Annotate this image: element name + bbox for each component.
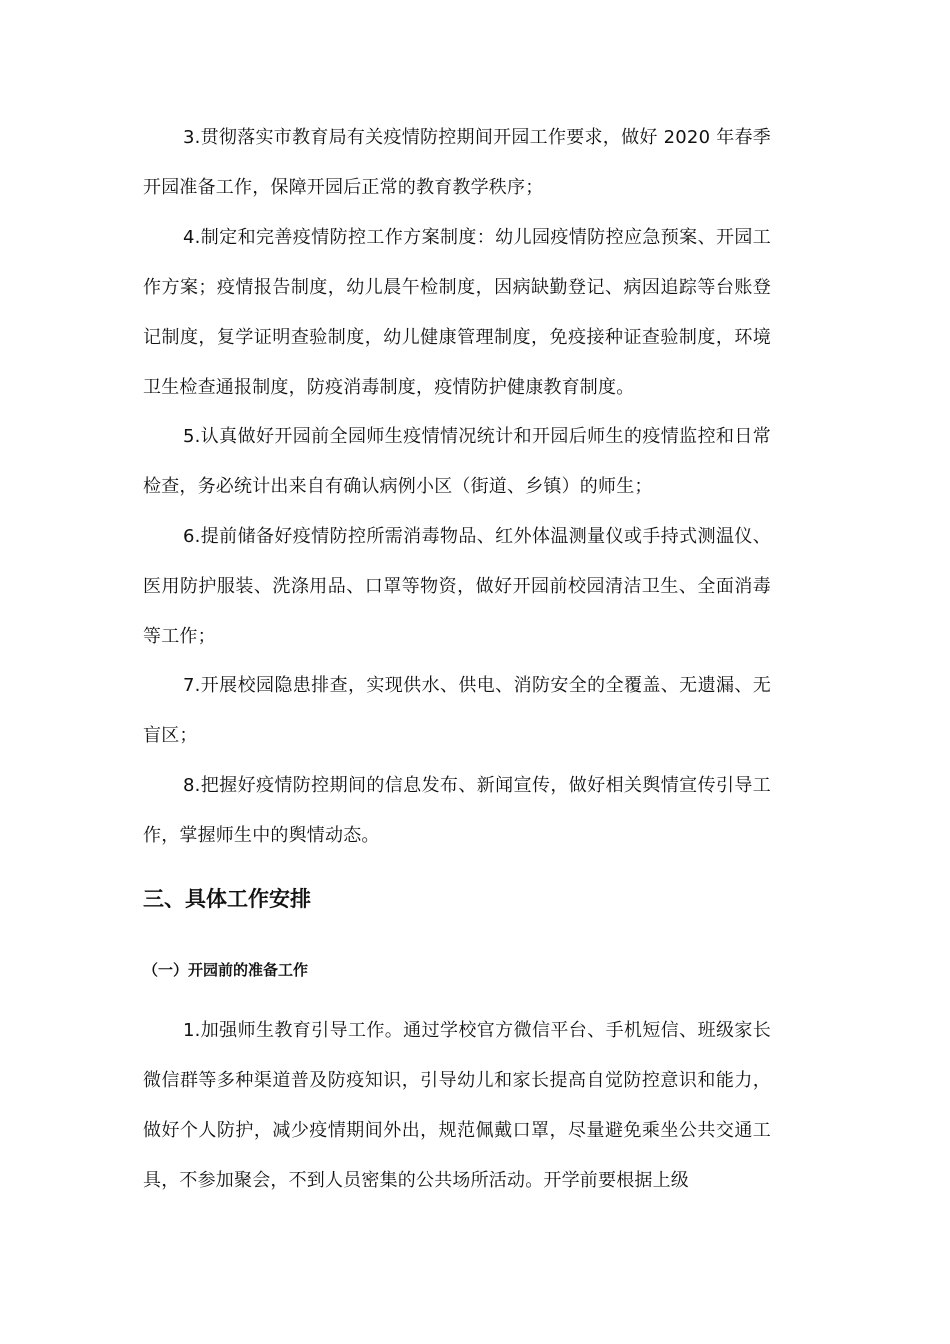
paragraph-item-8: 8.把握好疫情防控期间的信息发布、新闻宣传，做好相关舆情宣传引导工作，掌握师生中的舆情动态。 (143, 775, 771, 846)
paragraph-item-1: 1.加强师生教育引导工作。通过学校官方微信平台、手机短信、班级家长微信群等多种渠道普及防疫知识，引导幼儿和家长提高自觉防控意识和能力，做好个人防护，减少疫情期间外出，规范佩戴口罩，尽量避免乘坐公共交通工具，不参加聚会，不到人员密集的公共场所活动。开学前要根据上级 (143, 1020, 771, 1191)
paragraph-item-6: 6.提前储备好疫情防控所需消毒物品、红外体温测量仪或手持式测温仪、医用防护服装、洗涤用品、口罩等物资，做好开园前校园清洁卫生、全面消毒等工作； (143, 526, 771, 647)
paragraph-item-5: 5.认真做好开园前全园师生疫情情况统计和开园后师生的疫情监控和日常检查，务必统计出来自有确认病例小区（街道、乡镇）的师生； (143, 426, 771, 497)
paragraph-item-3: 3.贯彻落实市教育局有关疫情防控期间开园工作要求，做好 2020 年春季开园准备工作，保障开园后正常的教育教学秩序； (143, 127, 771, 198)
section-heading: 三、具体工作安排 (143, 887, 311, 911)
paragraph-item-4: 4.制定和完善疫情防控工作方案制度：幼儿园疫情防控应急预案、开园工作方案；疫情报告制度，幼儿晨午检制度，因病缺勤登记、病因追踪等台账登记制度，复学证明查验制度，幼儿健康管理制度，免疫接种证查验制度，环境卫生检查通报制度，防疫消毒制度，疫情防护健康教育制度。 (143, 227, 771, 398)
subsection-heading: （一）开园前的准备工作 (143, 961, 309, 979)
paragraph-item-7: 7.开展校园隐患排查，实现供水、供电、消防安全的全覆盖、无遗漏、无盲区； (143, 675, 771, 746)
